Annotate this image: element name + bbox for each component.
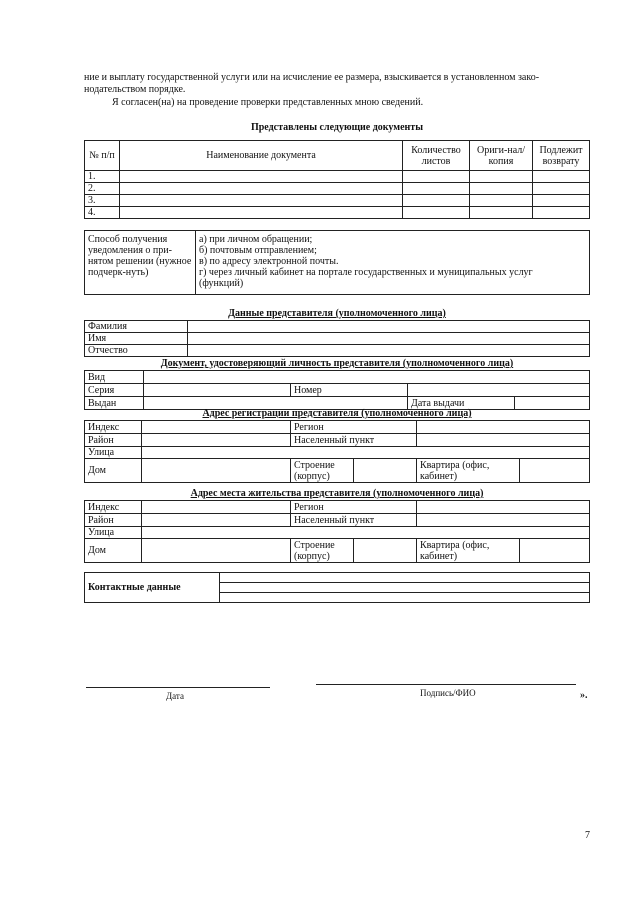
date-line xyxy=(86,687,270,688)
live-region-label: Регион xyxy=(291,501,417,514)
signature-label: Подпись/ФИО xyxy=(420,688,476,698)
date-label: Дата xyxy=(166,691,184,701)
contact-field-2[interactable] xyxy=(220,583,590,593)
number-label: Номер xyxy=(291,384,408,397)
notification-label: Способ получения уведомления о при-нятом решении (нужное подчерк-нуть) xyxy=(85,231,196,295)
reg-region-field[interactable] xyxy=(417,421,590,434)
contact-field-1[interactable] xyxy=(220,573,590,583)
representative-table xyxy=(84,320,590,357)
option-portal-cont: (функций) xyxy=(199,278,244,289)
intro-line-1: ние и выплату государственной услуги или на исчисление ее размера, взыскивается в установленном зако- xyxy=(84,72,540,83)
reg-index-field[interactable] xyxy=(142,421,291,434)
live-index-field[interactable] xyxy=(142,501,291,514)
id-document-table xyxy=(84,370,590,410)
live-locality-label: Населенный пункт xyxy=(291,514,417,527)
series-field[interactable] xyxy=(144,384,291,397)
row-num-1: 1. xyxy=(85,171,120,183)
doc-orig-cell[interactable] xyxy=(470,207,533,219)
option-portal[interactable]: г) через личный кабинет на портале государственных и муниципальных услуг xyxy=(199,267,533,278)
closing-quote: ». xyxy=(580,690,588,701)
reg-house-label: Дом xyxy=(85,459,142,483)
row-num-3: 3. xyxy=(85,195,120,207)
page-number: 7 xyxy=(585,830,590,841)
live-index-label: Индекс xyxy=(85,501,142,514)
doc-orig-cell[interactable] xyxy=(470,183,533,195)
surname-label: Фамилия xyxy=(85,321,188,333)
live-building-label: Строение (корпус) xyxy=(291,539,354,563)
name-label: Имя xyxy=(85,333,188,345)
reg-district-label: Район xyxy=(85,434,142,447)
reg-region-label: Регион xyxy=(291,421,417,434)
issue-date-label: Дата выдачи xyxy=(408,397,515,410)
option-mail[interactable]: б) почтовым отправлением; xyxy=(199,245,317,256)
reg-apartment-label: Квартира (офис, кабинет) xyxy=(417,459,520,483)
id-document-title: Документ, удостоверяющий личность представителя (уполномоченного лица) xyxy=(160,358,514,369)
row-num-2: 2. xyxy=(85,183,120,195)
patronymic-field[interactable] xyxy=(188,345,590,357)
documents-title: Представлены следующие документы xyxy=(250,122,424,133)
contact-label: Контактные данные xyxy=(85,573,220,603)
number-field[interactable] xyxy=(408,384,590,397)
doc-orig-cell[interactable] xyxy=(470,171,533,183)
doc-orig-cell[interactable] xyxy=(470,195,533,207)
live-locality-field[interactable] xyxy=(417,514,590,527)
live-address-table xyxy=(84,500,590,563)
doc-name-cell[interactable] xyxy=(120,183,403,195)
doc-name-cell[interactable] xyxy=(120,195,403,207)
doc-type-field[interactable] xyxy=(144,371,590,384)
doc-count-cell[interactable] xyxy=(403,195,470,207)
col-num-header: № п/п xyxy=(85,141,120,171)
col-orig-header: Ориги-нал/копия xyxy=(470,141,533,171)
doc-count-cell[interactable] xyxy=(403,183,470,195)
doc-return-cell[interactable] xyxy=(533,183,590,195)
surname-field[interactable] xyxy=(188,321,590,333)
issued-by-label: Выдан xyxy=(85,397,144,410)
reg-house-field[interactable] xyxy=(142,459,291,483)
live-building-field[interactable] xyxy=(354,539,417,563)
live-apartment-field[interactable] xyxy=(520,539,590,563)
reg-street-label: Улица xyxy=(85,447,142,459)
reg-address-table xyxy=(84,420,590,483)
doc-name-cell[interactable] xyxy=(120,207,403,219)
doc-return-cell[interactable] xyxy=(533,171,590,183)
col-name-header: Наименование документа xyxy=(120,141,403,171)
signature-line xyxy=(316,684,576,685)
patronymic-label: Отчество xyxy=(85,345,188,357)
contact-field-3[interactable] xyxy=(220,593,590,603)
doc-type-label: Вид xyxy=(85,371,144,384)
live-street-field[interactable] xyxy=(142,527,590,539)
live-district-field[interactable] xyxy=(142,514,291,527)
intro-line-2: нодательством порядке. xyxy=(84,84,186,95)
notification-table xyxy=(84,230,590,295)
reg-apartment-field[interactable] xyxy=(520,459,590,483)
documents-table xyxy=(84,140,590,219)
reg-street-field[interactable] xyxy=(142,447,590,459)
live-district-label: Район xyxy=(85,514,142,527)
contact-table xyxy=(84,572,590,603)
live-region-field[interactable] xyxy=(417,501,590,514)
col-return-header: Подлежит возврату xyxy=(533,141,590,171)
reg-district-field[interactable] xyxy=(142,434,291,447)
live-apartment-label: Квартира (офис, кабинет) xyxy=(417,539,520,563)
col-count-header: Количество листов xyxy=(403,141,470,171)
doc-return-cell[interactable] xyxy=(533,207,590,219)
series-label: Серия xyxy=(85,384,144,397)
reg-index-label: Индекс xyxy=(85,421,142,434)
consent-text: Я согласен(на) на проведение проверки представленных мною сведений. xyxy=(112,97,424,108)
live-address-title: Адрес места жительства представителя (уполномоченного лица) xyxy=(190,488,484,499)
representative-title: Данные представителя (уполномоченного лица) xyxy=(228,308,446,319)
reg-address-title: Адрес регистрации представителя (уполномоченного лица) xyxy=(202,408,472,419)
notification-options xyxy=(196,231,590,295)
live-street-label: Улица xyxy=(85,527,142,539)
name-field[interactable] xyxy=(188,333,590,345)
doc-name-cell[interactable] xyxy=(120,171,403,183)
reg-building-label: Строение (корпус) xyxy=(291,459,354,483)
live-house-field[interactable] xyxy=(142,539,291,563)
row-num-4: 4. xyxy=(85,207,120,219)
live-house-label: Дом xyxy=(85,539,142,563)
reg-building-field[interactable] xyxy=(354,459,417,483)
reg-locality-label: Населенный пункт xyxy=(291,434,417,447)
option-personal[interactable]: а) при личном обращении; xyxy=(199,234,313,245)
doc-count-cell[interactable] xyxy=(403,207,470,219)
option-email[interactable]: в) по адресу электронной почты. xyxy=(199,256,339,267)
doc-count-cell[interactable] xyxy=(403,171,470,183)
doc-return-cell[interactable] xyxy=(533,195,590,207)
reg-locality-field[interactable] xyxy=(417,434,590,447)
